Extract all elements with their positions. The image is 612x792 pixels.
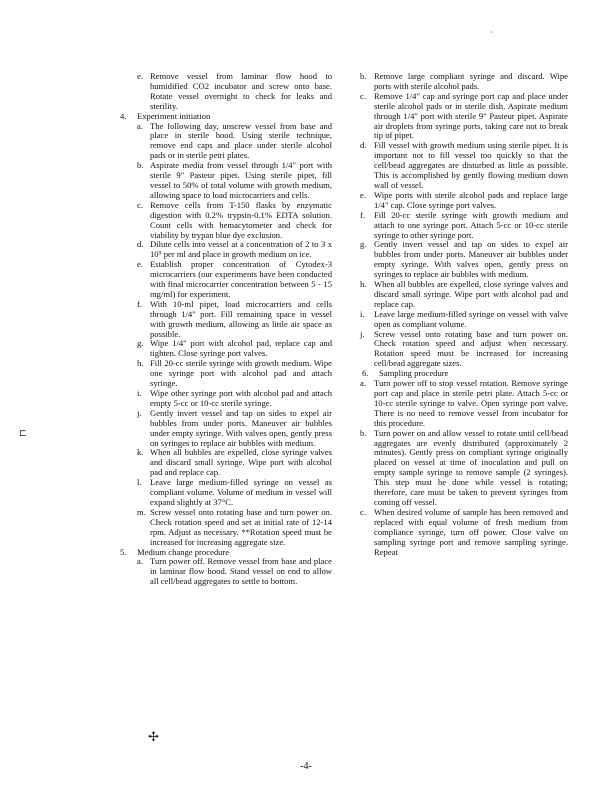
item-label: m. — [137, 506, 146, 517]
item-label: c. — [360, 90, 366, 101]
procedure-step — [360, 429, 568, 508]
procedure-step — [360, 211, 568, 241]
procedure-step — [118, 448, 332, 478]
item-text: The following day, unscrew vessel from base and place in sterile hood. Using sterile technique, remove end caps and place under sterile alcohol pads or in sterile petri plates. — [150, 120, 332, 161]
left-column — [118, 72, 332, 587]
procedure-step — [118, 201, 332, 241]
procedure-step — [118, 478, 332, 508]
item-text: Sampling procedure — [379, 368, 449, 379]
scan-speck: · — [490, 28, 493, 37]
item-label: d. — [137, 239, 144, 250]
item-label: 6. — [362, 368, 369, 379]
item-text: Fill 20-cc sterile syringe with growth medium. Wipe one syringe port with alcohol pad and attach syringe. — [150, 358, 332, 389]
item-text: Dilute cells into vessel at a concentration of 2 to 3 x 10⁵ per ml and place in growth medium on ice. — [150, 239, 332, 260]
ink-mark: ✢ — [148, 729, 159, 744]
item-label: d. — [360, 140, 367, 151]
item-text: With 10-ml pipet, load microcarriers and cells through 1/4" port. Fill remaining space in vessel with growth medium, allowing as little air space as possible. — [150, 298, 332, 339]
item-label: a. — [360, 378, 366, 389]
item-label: j. — [360, 328, 365, 339]
item-text: Medium change procedure — [137, 546, 230, 557]
procedure-step — [118, 260, 332, 300]
item-text: Wipe 1/4" port with alcohol pad, replace cap and tighten. Close syringe port valves. — [150, 338, 332, 359]
item-text: Screw vessel onto rotating base and turn power on. Check rotation speed and adjust when necessary. Rotation speed must be increased for increasing cell/bead aggregate sizes. — [374, 328, 568, 369]
item-label: b. — [360, 427, 367, 438]
item-text: When all bubbles are expelled, close syringe valves and discard small syringe. Wipe port with alcohol pad and replace cap. — [374, 279, 568, 309]
procedure-step — [118, 161, 332, 201]
item-label: f. — [360, 209, 366, 220]
item-label: a. — [137, 120, 143, 131]
procedure-step — [118, 359, 332, 389]
item-text: When all bubbles are expelled, close syringe valves and discard small syringe. Wipe port with alcohol pad and replace cap. — [150, 447, 332, 478]
item-label: e. — [137, 71, 143, 81]
page-number: -4- — [300, 761, 312, 772]
procedure-step — [118, 240, 332, 260]
procedure-step — [118, 409, 332, 449]
procedure-step — [360, 330, 568, 370]
item-label: c. — [360, 506, 366, 517]
item-text: Establish proper concentration of Cytodex-3 microcarriers (our experiments have been conducted with final microcarrier concentration between 5 - 15 mg/ml) for experiment. — [150, 259, 332, 299]
procedure-step — [360, 379, 568, 429]
item-label: k. — [137, 447, 144, 458]
item-label: e. — [137, 259, 143, 270]
procedure-step — [360, 310, 568, 330]
item-text: Turn power off. Remove vessel from base and place in laminar flow hood. Stand vessel on end to allow all cell/bead aggregates to settle to bottom. — [150, 556, 332, 587]
item-label: i. — [360, 308, 365, 319]
item-text: Wipe other syringe port with alcohol pad and attach empty 5-cc or 10-cc sterile syringe. — [150, 388, 332, 408]
item-label: l. — [137, 477, 142, 488]
item-label: i. — [137, 388, 142, 398]
item-label: e. — [360, 189, 366, 200]
procedure-step — [118, 508, 332, 548]
item-text: Turn power on and allow vessel to rotate until cell/bead aggregates are evenly distributed (approximately 2 minutes). Gently press on compliant syringe originally placed on vessel at time of inoculation and pull on empty sample syringe to remove sample (2 syringes). This step must be done while vessel is rotating; therefore, care must be taken to prevent syringes from coming off vessel. — [374, 427, 568, 507]
procedure-step — [360, 141, 568, 191]
item-text: Aspirate media from vessel through 1/4" port with sterile 9" Pasteur pipet. Using sterile pipet, fill vessel to 50% of total volume with growth medium, allowing space to load microcarriers and cells. — [150, 160, 332, 200]
item-label: h. — [360, 279, 367, 290]
item-text: Gently invert vessel and tap on sides to expel air bubbles from under ports. Maneuver air bubbles under empty syringe. With valves open, gently press on syringes to replace air bubbles with medium. — [374, 239, 568, 280]
procedure-step — [118, 72, 332, 112]
item-label: h. — [137, 358, 144, 369]
item-text: Fill vessel with growth medium using sterile pipet. It is important not to fill vessel too quickly so that the cell/bead aggregates are disturbed as little as possible. This is accomplished by gently flowing medium down wall of vessel. — [374, 140, 568, 190]
item-label: 4. — [120, 110, 127, 121]
procedure-step — [360, 72, 568, 92]
item-label: j. — [137, 407, 142, 418]
right-column — [360, 72, 568, 557]
item-label: c. — [137, 199, 143, 210]
procedure-step — [118, 339, 332, 359]
item-label: b. — [137, 160, 144, 171]
item-text: Wipe ports with sterile alcohol pads and replace large 1/4" cap. Close syringe port valves. — [374, 189, 568, 210]
procedure-step — [360, 508, 568, 558]
margin-mark: ⊏ — [19, 428, 27, 438]
item-text: Screw vessel onto rotating base and turn power on. Check rotation speed and set at initial rate of 12-14 rpm. Adjust as necessary. **Rotation speed must be increased for increasing aggregate size. — [150, 506, 332, 547]
procedure-step — [118, 389, 332, 409]
item-label: b. — [360, 71, 367, 81]
item-label: f. — [137, 298, 143, 309]
item-text: Remove vessel from laminar flow hood to humidified CO2 incubator and screw onto base. Rotate vessel overnight to check for leaks and sterility. — [150, 71, 332, 111]
item-text: Turn power off to stop vessel rotation. Remove syringe port cap and place in sterile petri plate. Attach 5-cc or 10-cc sterile syringe to valve. Open syringe port valve. There is no need to remove vessel from incubator for this procedure. — [374, 378, 568, 428]
procedure-step — [360, 191, 568, 211]
procedure-step — [360, 92, 568, 142]
item-text: Leave large medium-filled syringe on vessel with valve open as compliant volume. — [374, 308, 568, 329]
item-label: g. — [360, 239, 367, 250]
item-text: Experiment initiation — [137, 110, 211, 121]
procedure-step — [360, 240, 568, 280]
item-text: Fill 20-cc sterile syringe with growth medium and attach to one syringe port. Attach 5-cc or 10-cc sterile syringe to other syringe port. — [374, 209, 568, 240]
item-label: g. — [137, 338, 144, 349]
item-text: Remove large compliant syringe and discard. Wipe ports with sterile alcohol pads. — [374, 71, 568, 91]
item-label: a. — [137, 556, 143, 567]
item-text: When desired volume of sample has been removed and replaced with equal volume of fresh medium from compliance syringe, turn off power. Close valve on sampling syringe port and remove sampling syringe. Repeat — [374, 506, 568, 557]
item-text: Gently invert vessel and tap on sides to expel air bubbles from under ports. Maneuver air bubbles under empty syringe. With valves open, gently press on syringes to replace air bubbles with medium. — [150, 407, 332, 448]
item-text: Remove cells from T-150 flasks by enzymatic digestion with 0.2% trypsin-0.1% EDTA solution. Count cells with hemacytometer and check for viability by trypan blue dye exclusion. — [150, 199, 332, 240]
procedure-step — [118, 557, 332, 587]
procedure-step — [360, 280, 568, 310]
item-text: Leave large medium-filled syringe on vessel as compliant volume. Volume of medium in vessel will expand slightly at 37°C. — [150, 477, 332, 507]
procedure-step — [118, 122, 332, 162]
item-label: 5. — [120, 546, 127, 557]
item-text: Remove 1/4" cap and syringe port cap and place under sterile alcohol pads or in sterile dish. Aspirate medium through 1/4" port with sterile 9" Pasteur pipet. Aspirate air droplets from syringe ports, taking care not to break tip of pipet. — [374, 90, 568, 141]
procedure-step — [118, 300, 332, 340]
